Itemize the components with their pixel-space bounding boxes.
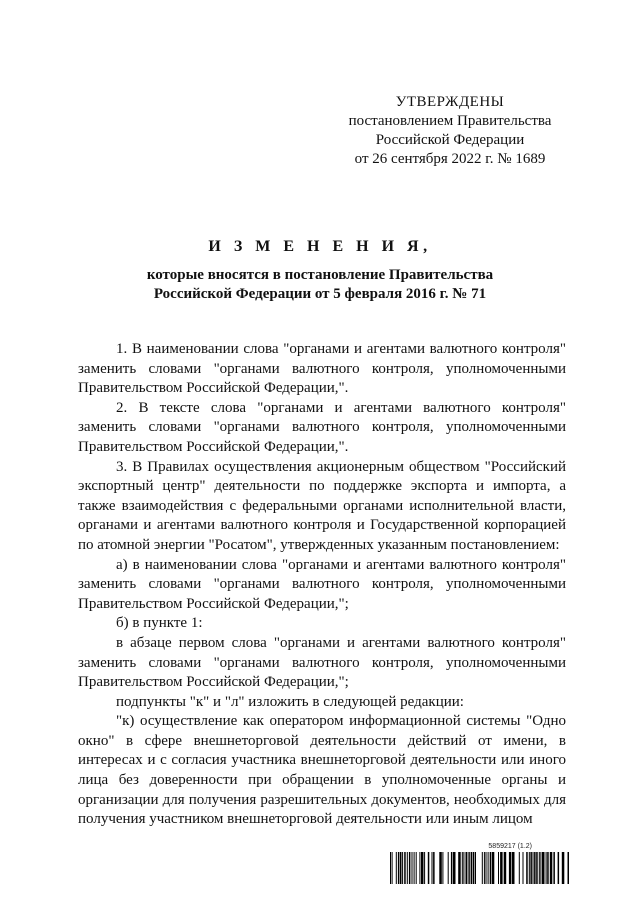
paragraph-2: 2. В тексте слова "органами и агентами валютного контроля" заменить словами "органами валютного контроля, уполномоченными Правительством Российской Федерации,". <box>78 399 566 455</box>
paragraph-3b: б) в пункте 1: <box>116 615 203 632</box>
approval-line-3: от 26 сентября 2022 г. № 1689 <box>354 151 546 167</box>
paragraph-1: 1. В наименовании слова "органами и агентами валютного контроля" заменить словами "органами валютного контроля, уполномоченными Правительством Российской Федерации,". <box>78 341 566 397</box>
document-title: И З М Е Н Е Н И Я, <box>208 238 432 255</box>
approval-block <box>330 93 570 169</box>
barcode-icon <box>390 852 570 884</box>
subtitle-line-2: Российской Федерации от 5 февраля 2016 г. № 71 <box>153 286 487 302</box>
barcode-number: 5859217 (1.2) <box>488 843 532 850</box>
paragraph-3: 3. В Правилах осуществления акционерным обществом "Российский экспортный центр" деятельности по поддержке экспорта и импорта, а также взаимодействия с федеральными органами исполнительной власти, органами и агентами валютного контроля и Государственной корпорацией по атомной энергии "Росатом", утвержденных указанным постановлением: <box>78 458 566 553</box>
paragraph-3a: а) в наименовании слова "органами и агентами валютного контроля" заменить словами "органами валютного контроля, уполномоченными Правительством Российской Федерации,"; <box>78 556 566 612</box>
approval-line-1: постановлением Правительства <box>348 113 552 129</box>
approval-heading: УТВЕРЖДЕНЫ <box>395 94 505 110</box>
paragraph-3b-podpunkty: подпункты "к" и "л" изложить в следующей редакции: <box>116 693 464 710</box>
paragraph-3b-k: "к) осуществление как оператором информационной системы "Одно окно" в сфере внешнеторговой деятельности действий от имени, в интересах и с согласия участника внешнеторговой деятельности или иного лица без доверенности при обращении в уполномоченные органы и организации для получения разрешительных документов, необходимых для получения участником внешнеторговой деятельности или иным лицом <box>78 713 566 828</box>
paragraph-3b-abzac: в абзаце первом слова "органами и агентами валютного контроля" заменить словами "органами валютного контроля, уполномоченными Правительством Российской Федерации,"; <box>78 634 566 691</box>
document-subtitle <box>0 266 640 304</box>
barcode-block <box>390 843 570 887</box>
approval-line-2: Российской Федерации <box>375 132 525 148</box>
document-body <box>78 340 566 830</box>
subtitle-line-1: которые вносятся в постановление Правительства <box>146 267 494 283</box>
